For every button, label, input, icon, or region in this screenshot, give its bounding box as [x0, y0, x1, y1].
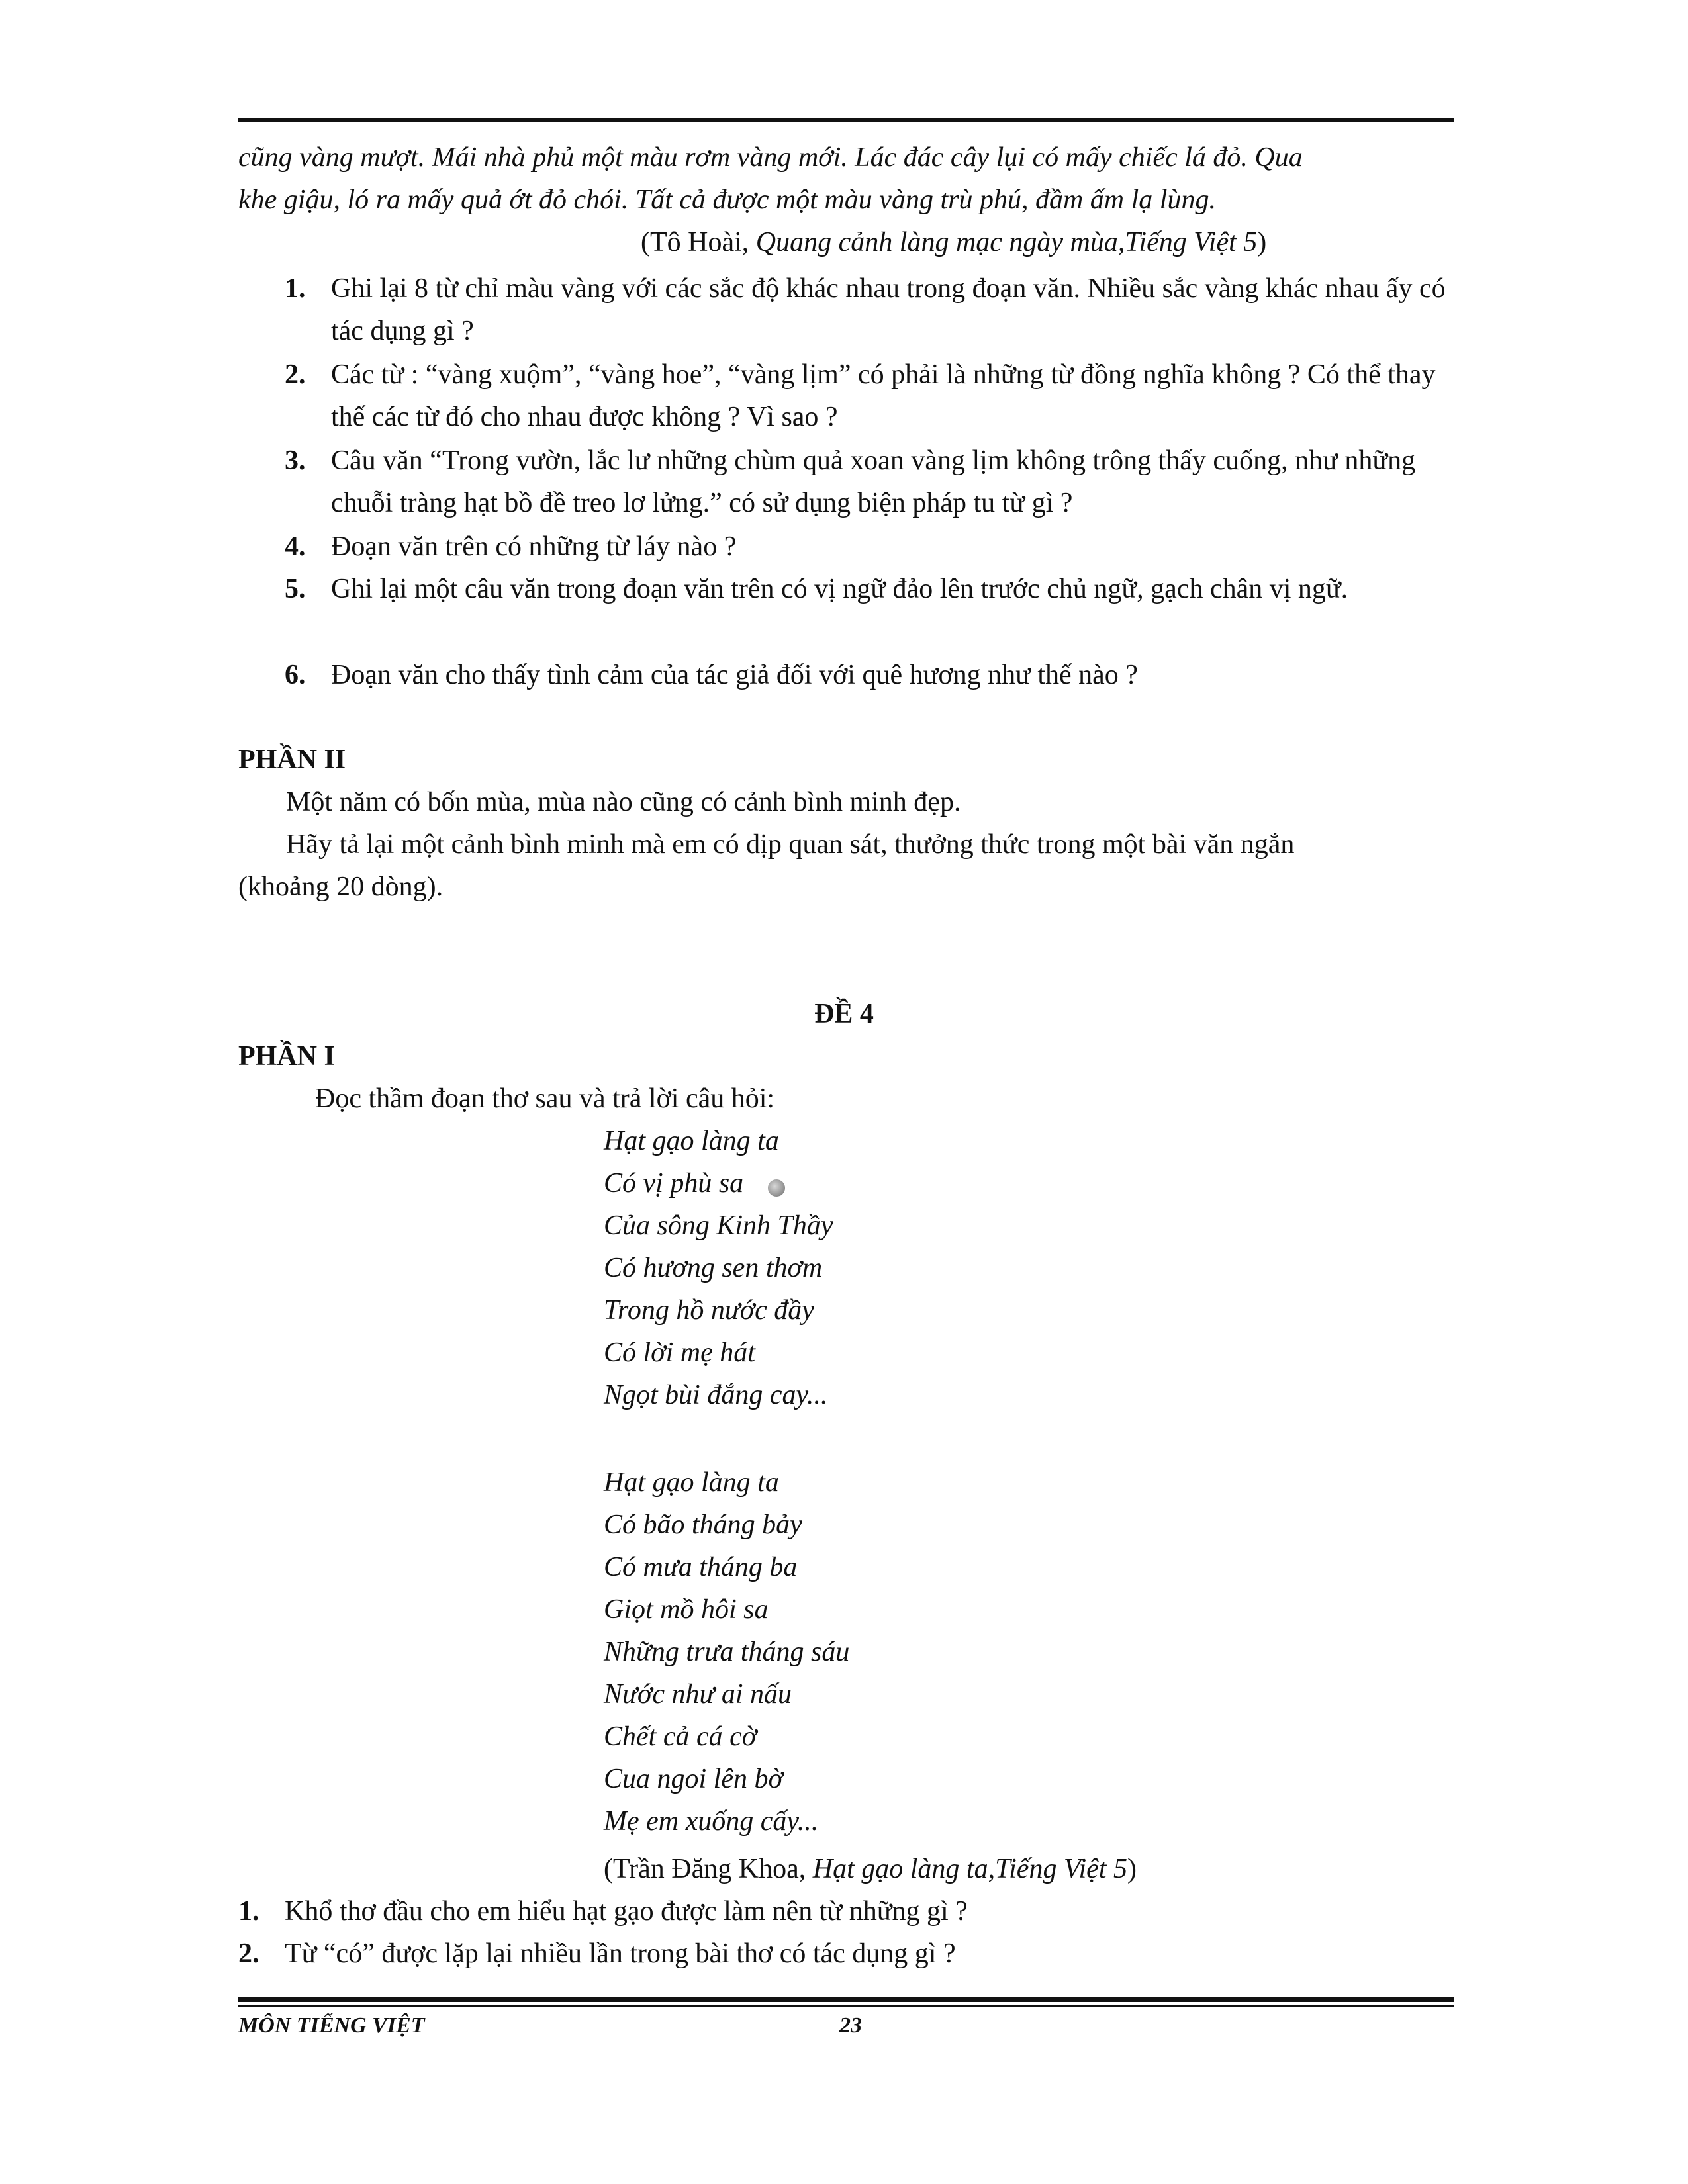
question-number: 1.	[285, 273, 306, 304]
question-text: Đoạn văn cho thấy tình cảm của tác giả đối với quê hương như thế nào ?	[331, 660, 1138, 690]
poem-line: Nước như ai nấu	[604, 1679, 792, 1709]
source-citation-2	[604, 1852, 1137, 1886]
page-number: 23	[839, 2013, 862, 2038]
exam-title: ĐỀ 4	[814, 999, 874, 1029]
part1-heading: PHẦN I	[238, 1041, 335, 1071]
intro-line-1: cũng vàng mượt. Mái nhà phủ một màu rơm vàng mới. Lác đác cây lụi có mấy chiếc lá đỏ. Qua	[238, 142, 1303, 173]
poem-line: Ngọt bùi đắng cay...	[604, 1380, 828, 1410]
question-number: 5.	[285, 574, 306, 604]
question-number: 4.	[285, 531, 306, 562]
footer-rule-thin	[238, 2005, 1454, 2007]
question-text: Câu văn “Trong vườn, lắc lư những chùm quả xoan vàng lịm không trông thấy cuống, như những chuỗi tràng hạt bồ đề treo lơ lửng.” có sử dụng biện pháp tu từ gì ?	[331, 445, 1416, 518]
question-number: 2.	[285, 359, 306, 390]
poem-line: Có hương sen thơm	[604, 1253, 823, 1283]
poem-line: Hạt gạo làng ta	[604, 1467, 779, 1498]
poem-line: Cua ngoi lên bờ	[604, 1764, 783, 1794]
part2-paragraph-3: (khoảng 20 dòng).	[238, 872, 444, 902]
question-number: 2.	[238, 1938, 259, 1969]
poem-line: Có lời mẹ hát	[604, 1338, 755, 1368]
poem-line: Của sông Kinh Thầy	[604, 1210, 833, 1241]
poem-line: Có bão tháng bảy	[604, 1510, 802, 1540]
poem-line: Có vị phù sa	[604, 1168, 744, 1199]
source-title: Hạt gạo làng ta,Tiếng Việt 5	[812, 1854, 1127, 1884]
mouse-cursor-icon	[768, 1179, 785, 1197]
poem-line: Có mưa tháng ba	[604, 1552, 798, 1582]
part2-heading: PHẦN II	[238, 745, 346, 775]
question-text: Đoạn văn trên có những từ láy nào ?	[331, 531, 737, 562]
question-number: 1.	[238, 1896, 259, 1927]
part2-paragraph-1: Một năm có bốn mùa, mùa nào cũng có cảnh bình minh đẹp.	[286, 787, 961, 817]
footer-rule-thick	[238, 1997, 1454, 2002]
poem-line: Mẹ em xuống cấy...	[604, 1806, 819, 1837]
poem-line: Trong hồ nước đầy	[604, 1295, 814, 1326]
question-text: Khổ thơ đầu cho em hiểu hạt gạo được làm nên từ những gì ?	[285, 1896, 968, 1927]
question-text: Các từ : “vàng xuộm”, “vàng hoe”, “vàng lịm” có phải là những từ đồng nghĩa không ? Có thể thay thế các từ đó cho nhau được không ? Vì sao ?	[331, 359, 1436, 432]
poem-line: Hạt gạo làng ta	[604, 1126, 779, 1156]
source-title: Quang cảnh làng mạc ngày mùa,Tiếng Việt 5	[755, 227, 1258, 257]
question-number: 6.	[285, 660, 306, 690]
question-number: 3.	[285, 445, 306, 476]
question-text: Ghi lại một câu văn trong đoạn văn trên có vị ngữ đảo lên trước chủ ngữ, gạch chân vị ngữ.	[331, 574, 1348, 604]
poem-line: Chết cả cá cờ	[604, 1721, 757, 1752]
poem-line: Những trưa tháng sáu	[604, 1637, 850, 1667]
part2-paragraph-2: Hãy tả lại một cảnh bình minh mà em có dịp quan sát, thưởng thức trong một bài văn ngắn	[286, 829, 1295, 860]
source-close: )	[1257, 227, 1267, 257]
source-open: (Trần Đăng Khoa,	[604, 1854, 813, 1884]
reading-instruction: Đọc thầm đoạn thơ sau và trả lời câu hỏi:	[315, 1083, 775, 1114]
intro-line-2: khe giậu, ló ra mấy quả ớt đỏ chói. Tất cả được một màu vàng trù phú, đầm ấm lạ lùng.	[238, 185, 1216, 215]
footer-subject: MÔN TIẾNG VIỆT	[238, 2013, 425, 2038]
source-close: )	[1127, 1854, 1137, 1884]
top-rule	[238, 118, 1454, 122]
poem-line: Giọt mồ hôi sa	[604, 1594, 769, 1625]
source-open: (Tô Hoài,	[641, 227, 756, 257]
question-text: Từ “có” được lặp lại nhiều lần trong bài thơ có tác dụng gì ?	[285, 1938, 956, 1969]
question-text: Ghi lại 8 từ chỉ màu vàng với các sắc độ khác nhau trong đoạn văn. Nhiều sắc vàng khác nhau ấy có tác dụng gì ?	[331, 273, 1446, 346]
source-citation-1	[641, 225, 1266, 259]
